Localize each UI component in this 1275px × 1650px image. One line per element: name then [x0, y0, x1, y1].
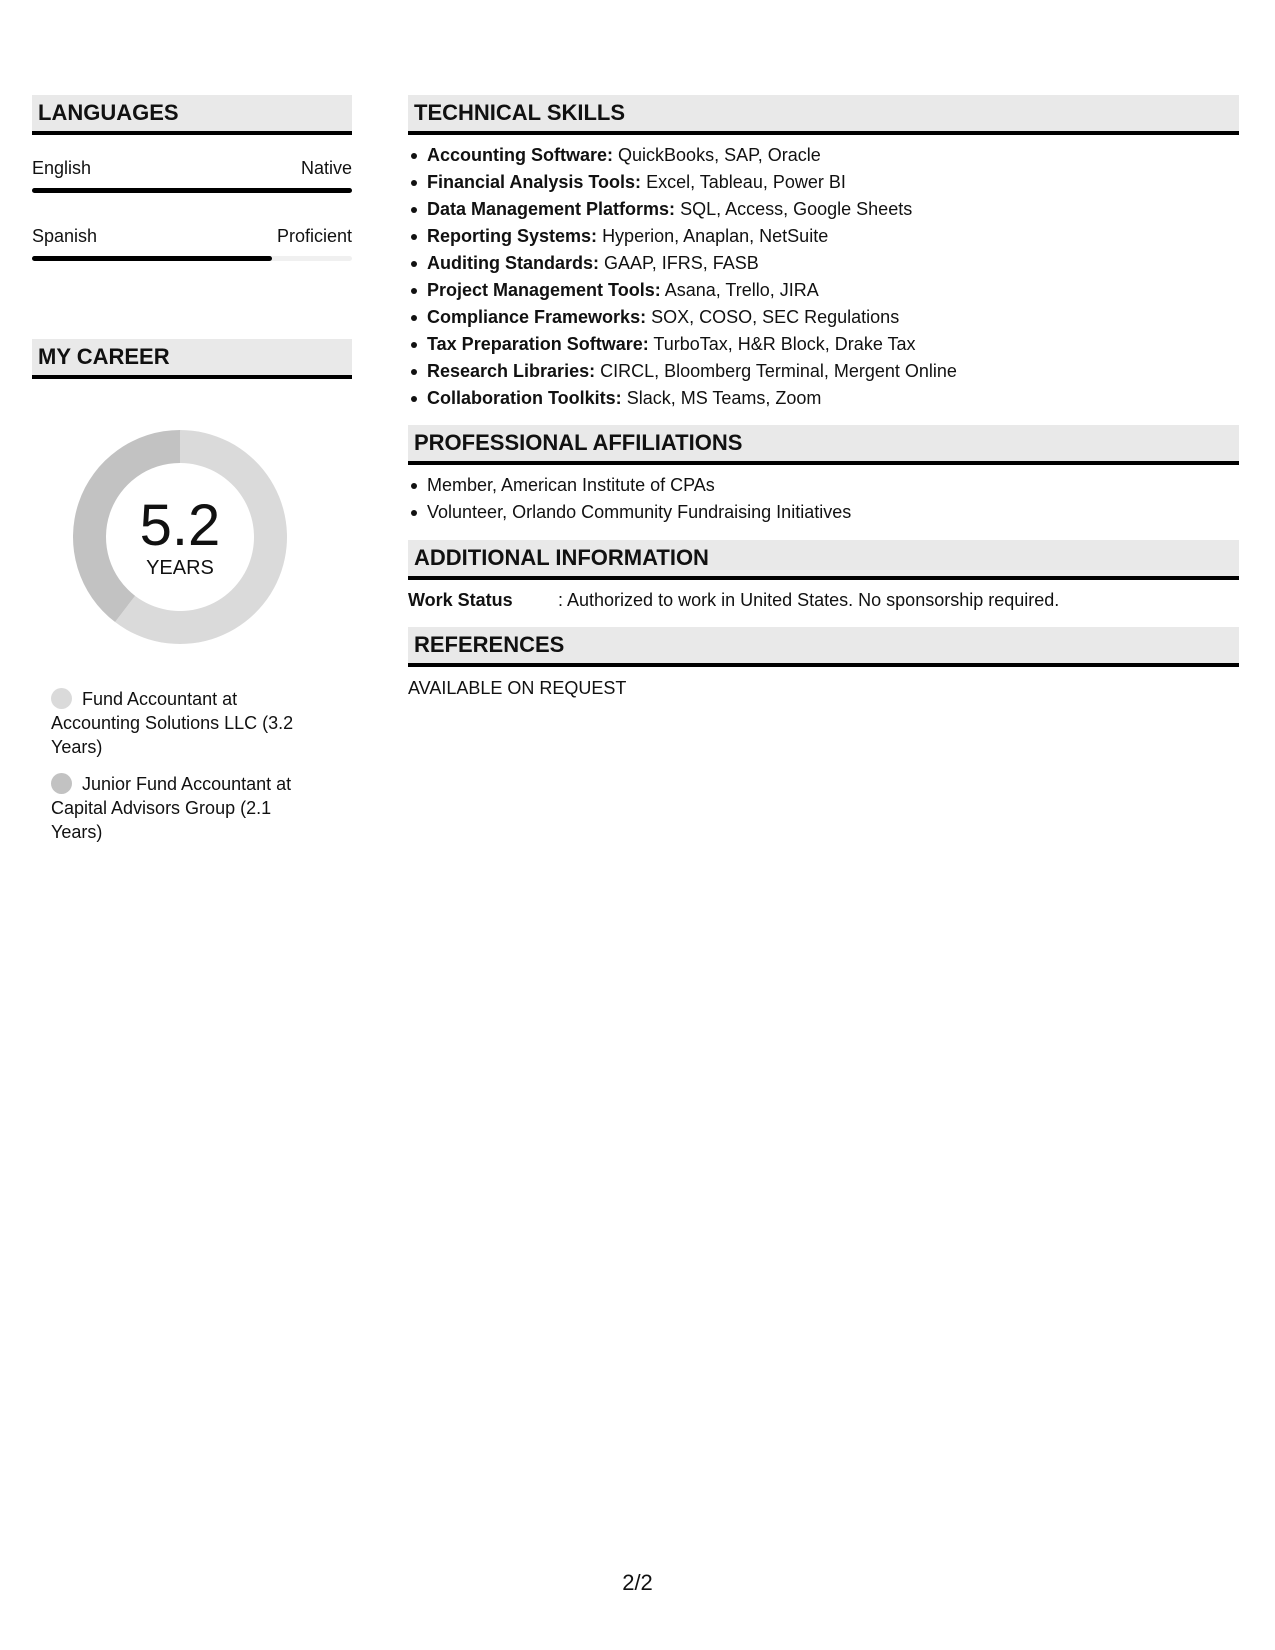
- skill-category: Project Management Tools:: [427, 280, 661, 300]
- skill-category: Auditing Standards:: [427, 253, 599, 273]
- languages-title: LANGUAGES: [38, 100, 179, 125]
- skill-values: Excel, Tableau, Power BI: [646, 172, 846, 192]
- affiliations-title: PROFESSIONAL AFFILIATIONS: [414, 430, 743, 455]
- career-donut-chart: [66, 423, 294, 651]
- technical-skill-item: [408, 142, 1239, 169]
- technical-skills-list: [408, 142, 1239, 412]
- skill-values: Hyperion, Anaplan, NetSuite: [602, 226, 829, 246]
- career-legend-label: Junior Fund Accountant at Capital Advisors Group (2.1 Years): [51, 774, 292, 842]
- donut-center-label: [66, 493, 294, 580]
- technical-skill-item: [408, 169, 1239, 196]
- language-proficiency-fill: [32, 188, 352, 193]
- career-header: [32, 339, 352, 379]
- career-title: MY CAREER: [38, 344, 170, 369]
- references-text: AVAILABLE ON REQUEST: [408, 678, 627, 698]
- technical-skill-item: [408, 331, 1239, 358]
- language-level: Proficient: [276, 226, 352, 246]
- skill-values: CIRCL, Bloomberg Terminal, Mergent Online: [600, 361, 957, 381]
- career-legend-item: [51, 772, 302, 844]
- technical-skill-item: [408, 250, 1239, 277]
- work-status-value: : Authorized to work in United States. No sponsorship required.: [558, 590, 1060, 610]
- skill-category: Data Management Platforms:: [427, 199, 676, 219]
- language-proficiency-fill: [32, 256, 272, 261]
- work-status-label: Work Status: [408, 590, 513, 610]
- left-column: [32, 95, 352, 857]
- list-item: Volunteer, Orlando Community Fundraising Initiatives: [408, 499, 1239, 526]
- language-item-spanish: [32, 226, 352, 261]
- technical-skill-item: [408, 223, 1239, 250]
- total-years-unit: YEARS: [146, 557, 214, 579]
- skill-values: SQL, Access, Google Sheets: [680, 199, 913, 219]
- references-header: [408, 627, 1239, 667]
- total-years-value: 5.2: [139, 493, 221, 558]
- skill-category: Accounting Software:: [427, 145, 614, 165]
- language-name: English: [32, 158, 92, 178]
- skill-values: SOX, COSO, SEC Regulations: [651, 307, 900, 327]
- affiliations-list: [408, 472, 1239, 526]
- page-number: 2/2: [622, 1570, 653, 1595]
- skill-values: TurboTax, H&R Block, Drake Tax: [653, 334, 916, 354]
- skill-category: Research Libraries:: [427, 361, 596, 381]
- skill-category: Reporting Systems:: [427, 226, 598, 246]
- language-proficiency-bar: [32, 188, 352, 193]
- career-legend-item: [51, 687, 302, 759]
- language-level: Native: [300, 158, 352, 178]
- additional-info-header: [408, 540, 1239, 580]
- career-legend-label: Fund Accountant at Accounting Solutions LLC (3.2 Years): [51, 689, 294, 757]
- skill-values: QuickBooks, SAP, Oracle: [618, 145, 821, 165]
- legend-dot-icon: [51, 688, 72, 709]
- legend-dot-icon: [51, 773, 72, 794]
- skill-category: Financial Analysis Tools:: [427, 172, 642, 192]
- technical-skill-item: [408, 358, 1239, 385]
- skill-category: Compliance Frameworks:: [427, 307, 647, 327]
- languages-header: [32, 95, 352, 135]
- technical-skill-item: [408, 304, 1239, 331]
- right-column: [408, 95, 1239, 700]
- list-item: Member, American Institute of CPAs: [408, 472, 1239, 499]
- language-proficiency-bar: [32, 256, 352, 261]
- technical-skill-item: [408, 196, 1239, 223]
- additional-info-title: ADDITIONAL INFORMATION: [414, 545, 709, 570]
- skill-values: GAAP, IFRS, FASB: [604, 253, 759, 273]
- skill-values: Slack, MS Teams, Zoom: [626, 388, 822, 408]
- skill-category: Tax Preparation Software:: [427, 334, 649, 354]
- references-title: REFERENCES: [414, 632, 565, 657]
- technical-skills-title: TECHNICAL SKILLS: [414, 100, 626, 125]
- work-status-row: [408, 588, 1239, 612]
- technical-skills-header: [408, 95, 1239, 135]
- affiliations-header: [408, 425, 1239, 465]
- language-name: Spanish: [32, 226, 98, 246]
- skill-values: Asana, Trello, JIRA: [664, 280, 819, 300]
- technical-skill-item: [408, 277, 1239, 304]
- career-legend: [32, 687, 302, 844]
- language-item-english: [32, 158, 352, 193]
- technical-skill-item: [408, 385, 1239, 412]
- skill-category: Collaboration Toolkits:: [427, 388, 622, 408]
